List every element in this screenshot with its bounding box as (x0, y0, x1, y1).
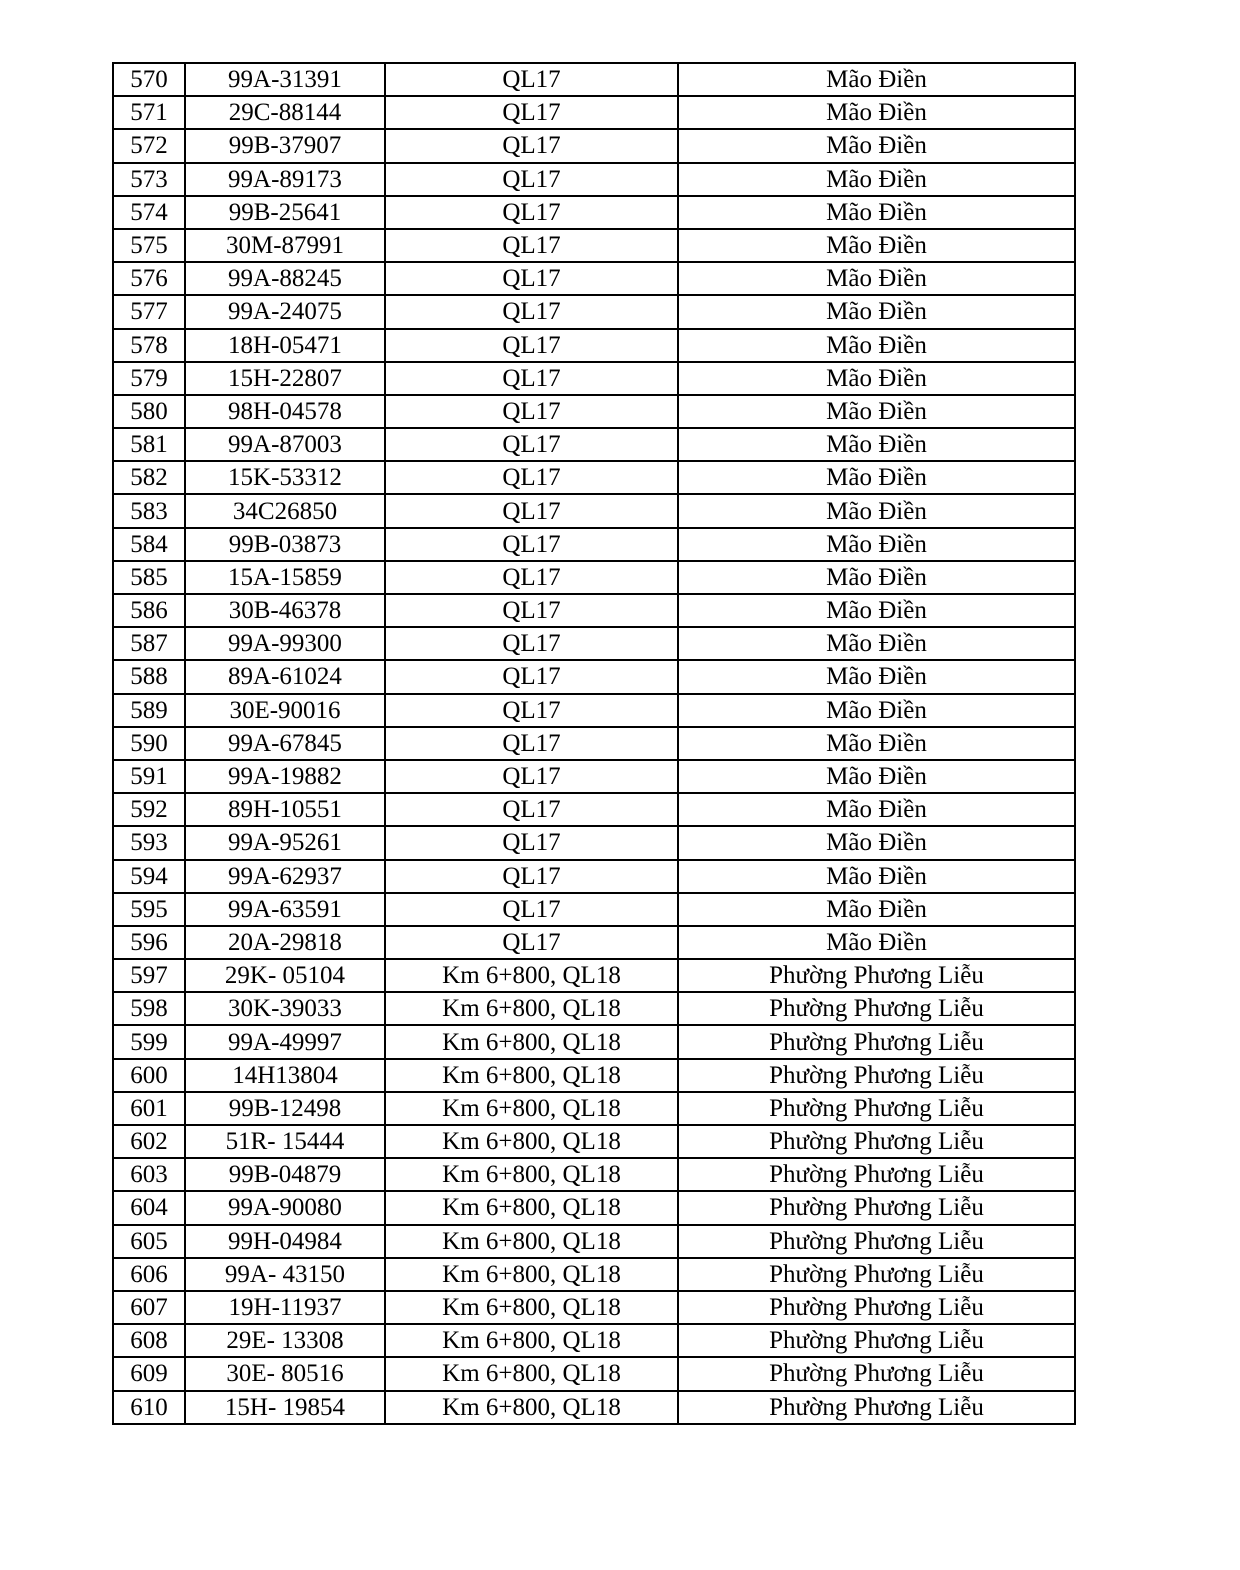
table-row (113, 860, 1075, 893)
area-cell: Mão Điền (678, 594, 1075, 627)
table-row (113, 395, 1075, 428)
license-plate-cell: 99B-25641 (185, 196, 385, 229)
license-plate-cell: 30E- 80516 (185, 1357, 385, 1390)
row-number-cell: 603 (113, 1158, 185, 1191)
location-cell: QL17 (385, 760, 678, 793)
table-row (113, 594, 1075, 627)
location-cell: QL17 (385, 528, 678, 561)
location-cell: QL17 (385, 860, 678, 893)
license-plate-cell: 99A-67845 (185, 727, 385, 760)
license-plate-cell: 99A-63591 (185, 893, 385, 926)
license-plate-cell: 15K-53312 (185, 461, 385, 494)
license-plate-cell: 99A-19882 (185, 760, 385, 793)
table-row (113, 826, 1075, 859)
table-row (113, 727, 1075, 760)
area-cell: Mão Điền (678, 129, 1075, 162)
table-row (113, 1225, 1075, 1258)
row-number-cell: 580 (113, 395, 185, 428)
table-row (113, 694, 1075, 727)
row-number-cell: 573 (113, 163, 185, 196)
license-plate-cell: 99A-89173 (185, 163, 385, 196)
license-plate-cell: 99A-24075 (185, 295, 385, 328)
table-row (113, 893, 1075, 926)
table-row (113, 1391, 1075, 1424)
row-number-cell: 588 (113, 660, 185, 693)
row-number-cell: 582 (113, 461, 185, 494)
area-cell: Mão Điền (678, 660, 1075, 693)
row-number-cell: 595 (113, 893, 185, 926)
license-plate-cell: 99A-99300 (185, 627, 385, 660)
license-plate-cell: 99A-87003 (185, 428, 385, 461)
table-row (113, 262, 1075, 295)
area-cell: Mão Điền (678, 262, 1075, 295)
license-plate-cell: 99B-04879 (185, 1158, 385, 1191)
table-row (113, 1025, 1075, 1058)
row-number-cell: 605 (113, 1225, 185, 1258)
license-plate-cell: 89A-61024 (185, 660, 385, 693)
area-cell: Phường Phương Liễu (678, 1324, 1075, 1357)
license-plate-cell: 99A-49997 (185, 1025, 385, 1058)
row-number-cell: 604 (113, 1191, 185, 1224)
row-number-cell: 600 (113, 1059, 185, 1092)
license-plate-cell: 99B-12498 (185, 1092, 385, 1125)
table-row (113, 428, 1075, 461)
row-number-cell: 606 (113, 1258, 185, 1291)
location-cell: QL17 (385, 428, 678, 461)
location-cell: Km 6+800, QL18 (385, 1324, 678, 1357)
records-table-body (113, 63, 1075, 1424)
location-cell: Km 6+800, QL18 (385, 1125, 678, 1158)
location-cell: QL17 (385, 229, 678, 262)
area-cell: Phường Phương Liễu (678, 1125, 1075, 1158)
location-cell: QL17 (385, 561, 678, 594)
table-row (113, 229, 1075, 262)
area-cell: Phường Phương Liễu (678, 1225, 1075, 1258)
area-cell: Mão Điền (678, 627, 1075, 660)
table-row (113, 926, 1075, 959)
table-row (113, 1158, 1075, 1191)
row-number-cell: 592 (113, 793, 185, 826)
records-table (112, 62, 1076, 1425)
row-number-cell: 598 (113, 992, 185, 1025)
area-cell: Phường Phương Liễu (678, 1357, 1075, 1390)
area-cell: Phường Phương Liễu (678, 1025, 1075, 1058)
location-cell: QL17 (385, 826, 678, 859)
area-cell: Phường Phương Liễu (678, 1391, 1075, 1424)
row-number-cell: 594 (113, 860, 185, 893)
license-plate-cell: 99B-37907 (185, 129, 385, 162)
area-cell: Phường Phương Liễu (678, 1092, 1075, 1125)
row-number-cell: 599 (113, 1025, 185, 1058)
location-cell: QL17 (385, 63, 678, 96)
location-cell: QL17 (385, 329, 678, 362)
license-plate-cell: 99A-62937 (185, 860, 385, 893)
area-cell: Mão Điền (678, 561, 1075, 594)
license-plate-cell: 51R- 15444 (185, 1125, 385, 1158)
area-cell: Mão Điền (678, 694, 1075, 727)
license-plate-cell: 29K- 05104 (185, 959, 385, 992)
location-cell: Km 6+800, QL18 (385, 1291, 678, 1324)
table-row (113, 63, 1075, 96)
license-plate-cell: 30B-46378 (185, 594, 385, 627)
license-plate-cell: 29C-88144 (185, 96, 385, 129)
table-row (113, 196, 1075, 229)
area-cell: Mão Điền (678, 926, 1075, 959)
location-cell: QL17 (385, 926, 678, 959)
table-row (113, 660, 1075, 693)
license-plate-cell: 30E-90016 (185, 694, 385, 727)
license-plate-cell: 99A-31391 (185, 63, 385, 96)
location-cell: Km 6+800, QL18 (385, 1357, 678, 1390)
row-number-cell: 571 (113, 96, 185, 129)
table-row (113, 494, 1075, 527)
row-number-cell: 579 (113, 362, 185, 395)
location-cell: Km 6+800, QL18 (385, 1191, 678, 1224)
location-cell: QL17 (385, 129, 678, 162)
table-row (113, 1125, 1075, 1158)
license-plate-cell: 34C26850 (185, 494, 385, 527)
table-row (113, 1059, 1075, 1092)
row-number-cell: 576 (113, 262, 185, 295)
row-number-cell: 601 (113, 1092, 185, 1125)
location-cell: Km 6+800, QL18 (385, 1225, 678, 1258)
row-number-cell: 610 (113, 1391, 185, 1424)
table-row (113, 129, 1075, 162)
row-number-cell: 609 (113, 1357, 185, 1390)
area-cell: Mão Điền (678, 528, 1075, 561)
location-cell: Km 6+800, QL18 (385, 992, 678, 1025)
location-cell: QL17 (385, 793, 678, 826)
location-cell: Km 6+800, QL18 (385, 1092, 678, 1125)
area-cell: Mão Điền (678, 793, 1075, 826)
license-plate-cell: 20A-29818 (185, 926, 385, 959)
table-row (113, 96, 1075, 129)
location-cell: Km 6+800, QL18 (385, 1025, 678, 1058)
table-row (113, 1291, 1075, 1324)
row-number-cell: 581 (113, 428, 185, 461)
row-number-cell: 574 (113, 196, 185, 229)
location-cell: Km 6+800, QL18 (385, 1391, 678, 1424)
table-row (113, 1357, 1075, 1390)
license-plate-cell: 18H-05471 (185, 329, 385, 362)
area-cell: Phường Phương Liễu (678, 1191, 1075, 1224)
row-number-cell: 578 (113, 329, 185, 362)
area-cell: Mão Điền (678, 760, 1075, 793)
area-cell: Phường Phương Liễu (678, 992, 1075, 1025)
area-cell: Phường Phương Liễu (678, 959, 1075, 992)
area-cell: Mão Điền (678, 461, 1075, 494)
area-cell: Mão Điền (678, 96, 1075, 129)
license-plate-cell: 99B-03873 (185, 528, 385, 561)
location-cell: QL17 (385, 163, 678, 196)
table-row (113, 959, 1075, 992)
row-number-cell: 590 (113, 727, 185, 760)
license-plate-cell: 15H- 19854 (185, 1391, 385, 1424)
area-cell: Phường Phương Liễu (678, 1258, 1075, 1291)
table-row (113, 1191, 1075, 1224)
location-cell: QL17 (385, 395, 678, 428)
license-plate-cell: 99A-88245 (185, 262, 385, 295)
area-cell: Mão Điền (678, 196, 1075, 229)
location-cell: QL17 (385, 461, 678, 494)
row-number-cell: 572 (113, 129, 185, 162)
license-plate-cell: 89H-10551 (185, 793, 385, 826)
table-row (113, 1258, 1075, 1291)
location-cell: Km 6+800, QL18 (385, 1158, 678, 1191)
location-cell: Km 6+800, QL18 (385, 1258, 678, 1291)
table-row (113, 329, 1075, 362)
row-number-cell: 597 (113, 959, 185, 992)
area-cell: Phường Phương Liễu (678, 1291, 1075, 1324)
location-cell: QL17 (385, 262, 678, 295)
area-cell: Mão Điền (678, 362, 1075, 395)
row-number-cell: 596 (113, 926, 185, 959)
table-row (113, 793, 1075, 826)
location-cell: QL17 (385, 362, 678, 395)
location-cell: QL17 (385, 694, 678, 727)
location-cell: Km 6+800, QL18 (385, 1059, 678, 1092)
license-plate-cell: 99A- 43150 (185, 1258, 385, 1291)
area-cell: Mão Điền (678, 860, 1075, 893)
license-plate-cell: 99H-04984 (185, 1225, 385, 1258)
table-row (113, 528, 1075, 561)
license-plate-cell: 15A-15859 (185, 561, 385, 594)
location-cell: QL17 (385, 295, 678, 328)
table-row (113, 992, 1075, 1025)
location-cell: QL17 (385, 96, 678, 129)
area-cell: Mão Điền (678, 826, 1075, 859)
area-cell: Mão Điền (678, 63, 1075, 96)
table-row (113, 760, 1075, 793)
area-cell: Mão Điền (678, 329, 1075, 362)
table-row (113, 1324, 1075, 1357)
license-plate-cell: 15H-22807 (185, 362, 385, 395)
location-cell: QL17 (385, 494, 678, 527)
license-plate-cell: 98H-04578 (185, 395, 385, 428)
location-cell: Km 6+800, QL18 (385, 959, 678, 992)
location-cell: QL17 (385, 594, 678, 627)
area-cell: Mão Điền (678, 428, 1075, 461)
row-number-cell: 585 (113, 561, 185, 594)
row-number-cell: 584 (113, 528, 185, 561)
row-number-cell: 589 (113, 694, 185, 727)
row-number-cell: 586 (113, 594, 185, 627)
location-cell: QL17 (385, 627, 678, 660)
table-row (113, 362, 1075, 395)
table-row (113, 561, 1075, 594)
license-plate-cell: 99A-95261 (185, 826, 385, 859)
table-row (113, 627, 1075, 660)
license-plate-cell: 30M-87991 (185, 229, 385, 262)
location-cell: QL17 (385, 196, 678, 229)
area-cell: Mão Điền (678, 229, 1075, 262)
table-row (113, 461, 1075, 494)
row-number-cell: 587 (113, 627, 185, 660)
location-cell: QL17 (385, 660, 678, 693)
area-cell: Mão Điền (678, 395, 1075, 428)
area-cell: Mão Điền (678, 494, 1075, 527)
row-number-cell: 607 (113, 1291, 185, 1324)
row-number-cell: 583 (113, 494, 185, 527)
license-plate-cell: 99A-90080 (185, 1191, 385, 1224)
row-number-cell: 608 (113, 1324, 185, 1357)
row-number-cell: 591 (113, 760, 185, 793)
license-plate-cell: 19H-11937 (185, 1291, 385, 1324)
license-plate-cell: 30K-39033 (185, 992, 385, 1025)
row-number-cell: 602 (113, 1125, 185, 1158)
table-row (113, 1092, 1075, 1125)
area-cell: Mão Điền (678, 893, 1075, 926)
area-cell: Mão Điền (678, 163, 1075, 196)
license-plate-cell: 14H13804 (185, 1059, 385, 1092)
row-number-cell: 593 (113, 826, 185, 859)
license-plate-cell: 29E- 13308 (185, 1324, 385, 1357)
location-cell: QL17 (385, 727, 678, 760)
location-cell: QL17 (385, 893, 678, 926)
area-cell: Mão Điền (678, 727, 1075, 760)
row-number-cell: 577 (113, 295, 185, 328)
table-row (113, 163, 1075, 196)
table-row (113, 295, 1075, 328)
row-number-cell: 575 (113, 229, 185, 262)
row-number-cell: 570 (113, 63, 185, 96)
area-cell: Mão Điền (678, 295, 1075, 328)
area-cell: Phường Phương Liễu (678, 1059, 1075, 1092)
area-cell: Phường Phương Liễu (678, 1158, 1075, 1191)
